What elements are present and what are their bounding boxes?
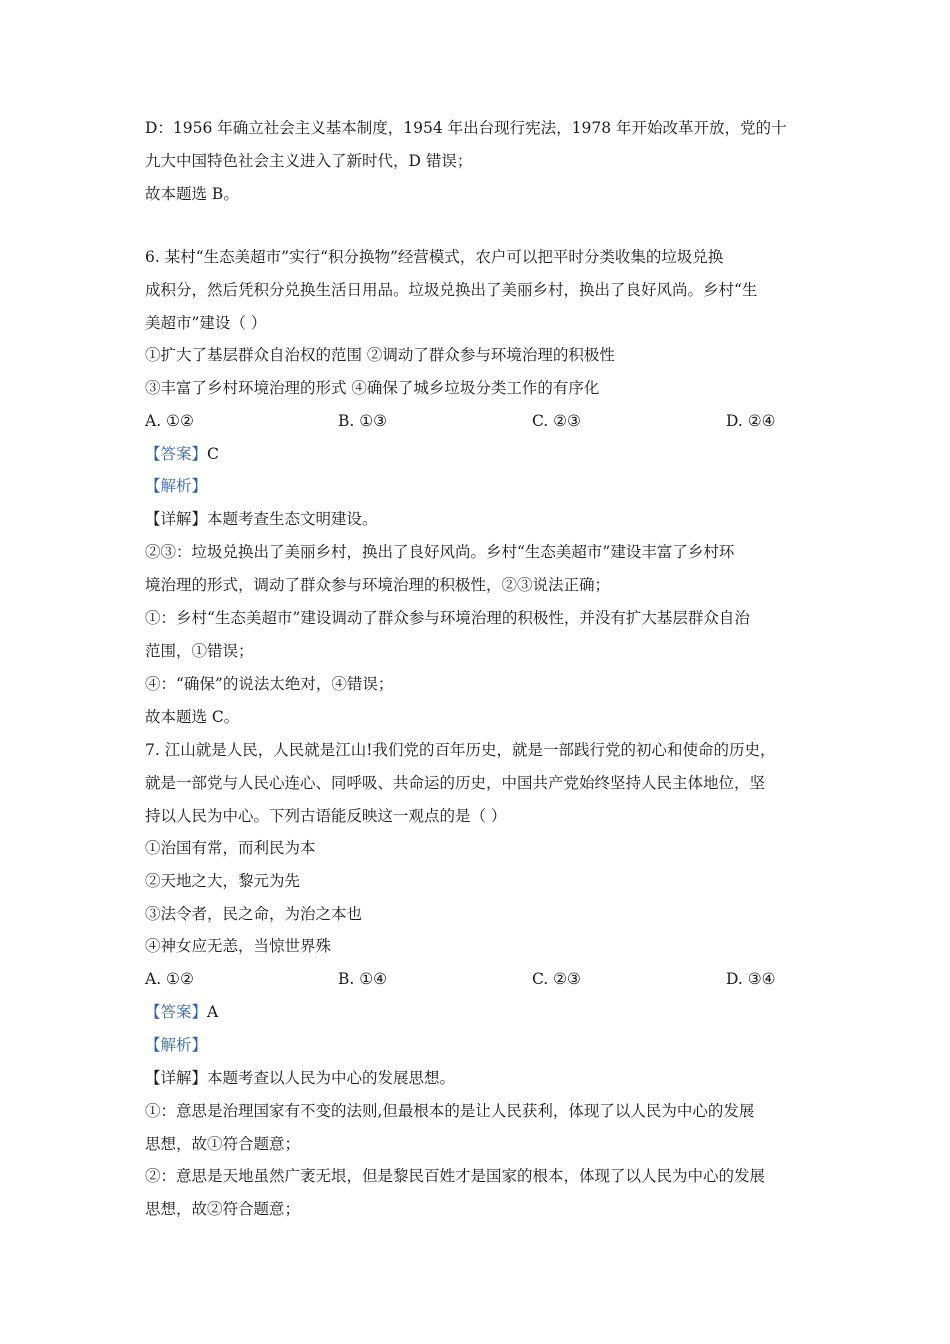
- q6-option-a: A. ①②: [145, 412, 194, 430]
- q7-option-d: D. ③④: [726, 970, 776, 988]
- answer-value: A: [207, 1003, 219, 1021]
- q7-statement-1: ①治国有常，而利民为本: [145, 839, 316, 857]
- q5-conclusion: 故本题选 B。: [145, 185, 239, 203]
- q7-option-c: C. ②③: [532, 970, 581, 988]
- q6-stem-line1: 6. 某村“生态美超市”实行“积分换物”经营模式，农户可以把平时分类收集的垃圾兑换: [145, 248, 724, 266]
- detail-text: 本题考查以人民为中心的发展思想。: [207, 1069, 456, 1087]
- q6-explanation-1-line1: ②③：垃圾兑换出了美丽乡村，换出了良好风尚。乡村“生态美超市”建设丰富了乡村环: [145, 543, 735, 561]
- q6-explanation-1-line2: 境治理的形式，调动了群众参与环境治理的积极性，②③说法正确；: [145, 576, 611, 594]
- q6-statements-row2: ③丰富了乡村环境治理的形式 ④确保了城乡垃圾分类工作的有序化: [145, 379, 600, 397]
- q6-analysis: [145, 476, 207, 496]
- q6-option-c: C. ②③: [532, 412, 581, 430]
- q6-explanation-2-line2: 范围，①错误；: [145, 642, 254, 660]
- detail-tag: 【详解】: [145, 510, 208, 528]
- q7-statement-2: ②天地之大，黎元为先: [145, 872, 301, 890]
- answer-tag: 【答案】: [145, 1003, 208, 1021]
- q5-option-d-line1: D：1956 年确立社会主义基本制度，1954 年出台现行宪法，1978 年开始改革开放，党的十: [145, 119, 787, 137]
- q7-stem-line1: 7. 江山就是人民，人民就是江山!我们党的百年历史，就是一部践行党的初心和使命的历史，: [145, 741, 776, 759]
- q7-explanation-2-line2: 思想，故②符合题意；: [145, 1200, 301, 1218]
- q6-explanation-3: ④：“确保”的说法太绝对，④错误；: [145, 675, 394, 693]
- q7-option-a: A. ①②: [145, 970, 194, 988]
- q6-detail: [145, 509, 378, 529]
- q6-option-b: B. ①③: [338, 412, 388, 430]
- q7-explanation-2-line1: ②：意思是天地虽然广袤无垠，但是黎民百姓才是国家的根本，体现了以人民为中心的发展: [145, 1167, 766, 1185]
- q6-stem-line2: 成积分，然后凭积分兑换生活日用品。垃圾兑换出了美丽乡村，换出了良好风尚。乡村“生: [145, 281, 758, 299]
- q7-analysis: [145, 1035, 207, 1055]
- q7-detail: [145, 1068, 455, 1088]
- detail-text: 本题考查生态文明建设。: [207, 510, 378, 528]
- q7-answer: [145, 1002, 218, 1022]
- q7-statement-4: ④神女应无恙，当惊世界殊: [145, 937, 332, 955]
- answer-tag: 【答案】: [145, 445, 208, 463]
- q6-answer: [145, 444, 219, 464]
- q6-option-d: D. ②④: [726, 412, 776, 430]
- q6-statements-row1: ①扩大了基层群众自治权的范围 ②调动了群众参与环境治理的积极性: [145, 346, 615, 364]
- detail-tag: 【详解】: [145, 1069, 208, 1087]
- q7-option-b: B. ①④: [338, 970, 388, 988]
- analysis-tag: 【解析】: [145, 1036, 208, 1054]
- q5-option-d-line2: 九大中国特色社会主义进入了新时代，D 错误；: [145, 152, 473, 170]
- q7-stem-line2: 就是一部党与人民心连心、同呼吸、共命运的历史，中国共产党始终坚持人民主体地位，坚: [145, 774, 766, 792]
- analysis-tag: 【解析】: [145, 477, 208, 495]
- q7-explanation-1-line2: 思想，故①符合题意；: [145, 1135, 301, 1153]
- answer-value: C: [207, 445, 219, 463]
- q7-statement-3: ③法令者，民之命，为治之本也: [145, 905, 363, 923]
- q6-conclusion: 故本题选 C。: [145, 708, 240, 726]
- q6-stem-line3: 美超市”建设（ ）: [145, 314, 267, 332]
- q7-explanation-1-line1: ①：意思是治理国家有不变的法则,但最根本的是让人民获利，体现了以人民为中心的发展: [145, 1102, 755, 1120]
- q7-stem-line3: 持以人民为中心。下列古语能反映这一观点的是（ ）: [145, 807, 507, 825]
- q6-explanation-2-line1: ①：乡村“生态美超市”建设调动了群众参与环境治理的积极性，并没有扩大基层群众自治: [145, 609, 750, 627]
